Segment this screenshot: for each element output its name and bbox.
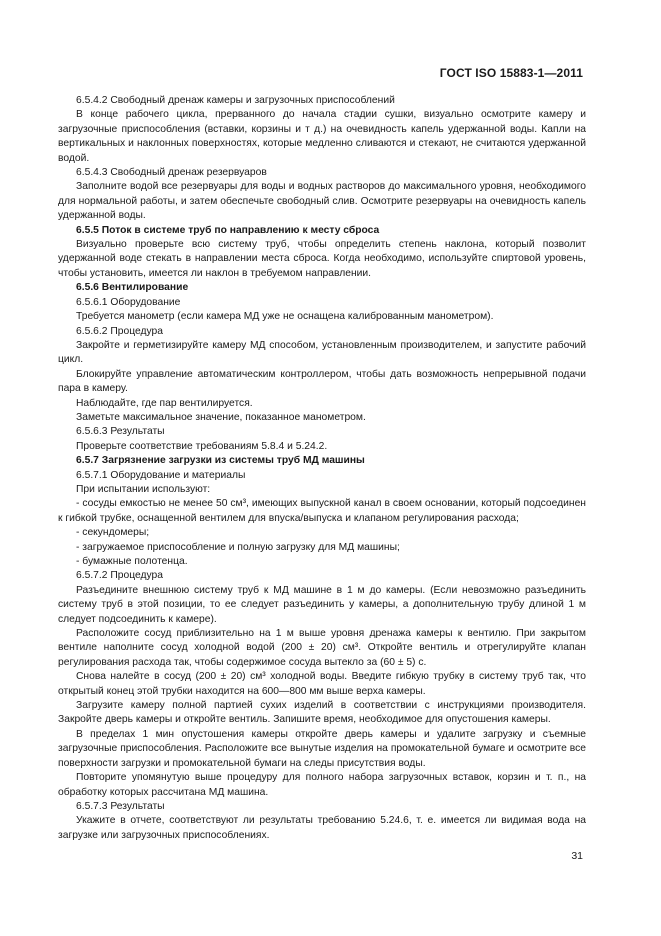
paragraph: 6.5.7.1 Оборудование и материалы — [76, 469, 246, 481]
paragraph: 6.5.4.3 Свободный дренаж резервуаров — [76, 167, 267, 179]
paragraph: Требуется манометр (если камера МД уже не оснащена калиброванным манометром). — [76, 311, 494, 323]
paragraph: Заполните водой все резервуары для воды и водных растворов до максимального уровня, необходимого для нормальной работы, и затем обеспечьте свободный слив. Осмотрите резервуары на очевидность капель удержанной воды. — [58, 181, 586, 222]
paragraph: 6.5.7.3 Результаты — [76, 800, 165, 812]
paragraph: 6.5.7.2 Процедура — [76, 570, 163, 582]
paragraph: Загрузите камеру полной партией сухих изделий в соответствии с инструкциями производителя. Закройте дверь камеры и откройте вентиль. Запишите время, необходимое для опустошения камеры. — [58, 700, 586, 726]
paragraph: Наблюдайте, где пар вентилируется. — [76, 397, 253, 409]
paragraph: 6.5.6.3 Результаты — [76, 426, 165, 438]
paragraph: Укажите в отчете, соответствуют ли результаты требованию 5.24.6, т. е. имеется ли видимая вода на загрузке или загрузочных приспособлениях. — [58, 815, 586, 841]
paragraph: Расположите сосуд приблизительно на 1 м выше уровня дренажа камеры к вентилю. При закрытом вентиле наполните сосуд холодной водой (200 ± 20) см³. Откройте вентиль и отрегулируйте клапан регулирования расхода так, чтобы содержимое сосуда вытекло за (60 ± 5) с. — [58, 628, 586, 668]
list-item: - сосуды емкостью не менее 50 см³, имеющих выпускной канал в своем основании, который подсоединен к гибкой трубке, оснащенной вентилем для впуска/выпуска и клапаном регулирования расхода; — [58, 498, 586, 524]
paragraph: Закройте и герметизируйте камеру МД способом, установленным производителем, и запустите рабочий цикл. — [58, 339, 586, 366]
paragraph: Визуально проверьте всю систему труб, чтобы определить степень наклона, который позволит удержанной воде стекать в направлении места сброса. Когда необходимо, используйте спиртовой уровень, чтобы установить, имеется ли наклон в требуемом направлении. — [58, 239, 586, 279]
list-item: - бумажные полотенца. — [76, 556, 188, 567]
section-heading: 6.5.6 Вентилирование — [76, 282, 189, 294]
paragraph: 6.5.6.1 Оборудование — [76, 296, 181, 308]
list-item: - загружаемое приспособление и полную загрузку для МД машины; — [76, 541, 400, 553]
page-number: 31 — [571, 850, 583, 862]
list-item: - секундомеры; — [76, 527, 150, 539]
paragraph: Блокируйте управление автоматическим контроллером, чтобы дать возможность непрерывной подачи пара в камеру. — [58, 368, 586, 395]
paragraph: 6.5.6.2 Процедура — [76, 325, 163, 337]
paragraph: В пределах 1 мин опустошения камеры откройте дверь камеры и удалите загрузку и съемные загрузочные приспособления. Расположите все вынутые изделия на промокательной бумаге и осмотрите все поверхности загрузки и промокательной бумаги на следы присутствия воды. — [58, 728, 586, 769]
section-heading: 6.5.7 Загрязнение загрузки из системы труб МД машины — [76, 455, 365, 467]
paragraph: 6.5.4.2 Свободный дренаж камеры и загрузочных приспособлений — [76, 95, 395, 106]
document-body — [58, 94, 586, 843]
standard-title: ГОСТ ISO 15883-1—2011 — [439, 66, 583, 80]
section-heading: 6.5.5 Поток в системе труб по направлению к месту сброса — [76, 224, 380, 236]
paragraph: Разъедините внешнюю систему труб к МД машине в 1 м до камеры. (Если невозможно разъединить систему труб в этой позиции, то ее следует разъединить у камеры, а дополнительную трубу длиной 1 м следует подсоединить к камере). — [58, 584, 586, 625]
paragraph: Проверьте соответствие требованиям 5.8.4 и 5.24.2. — [76, 440, 328, 452]
paragraph: Снова налейте в сосуд (200 ± 20) см³ холодной воды. Введите гибкую трубку в систему труб так, что открытый конец этой трубки находится на 600—800 мм выше верха камеры. — [58, 671, 586, 697]
paragraph: При испытании используют: — [76, 483, 211, 495]
paragraph: Заметьте максимальное значение, показанное манометром. — [76, 411, 366, 423]
paragraph: Повторите упомянутую выше процедуру для полного набора загрузочных вставок, корзин и т. п., на обработку которых рассчитана МД машина. — [58, 772, 586, 798]
paragraph: В конце рабочего цикла, прерванного до начала стадии сушки, визуально осмотрите камеру и загрузочные приспособления (вставки, корзины и т д.) на очевидность капель удержанной воды. Капли на вертикальных и наклонных поверхностях, которые медленно сливаются и стекают, не считаются удержанной водой. — [58, 109, 586, 164]
